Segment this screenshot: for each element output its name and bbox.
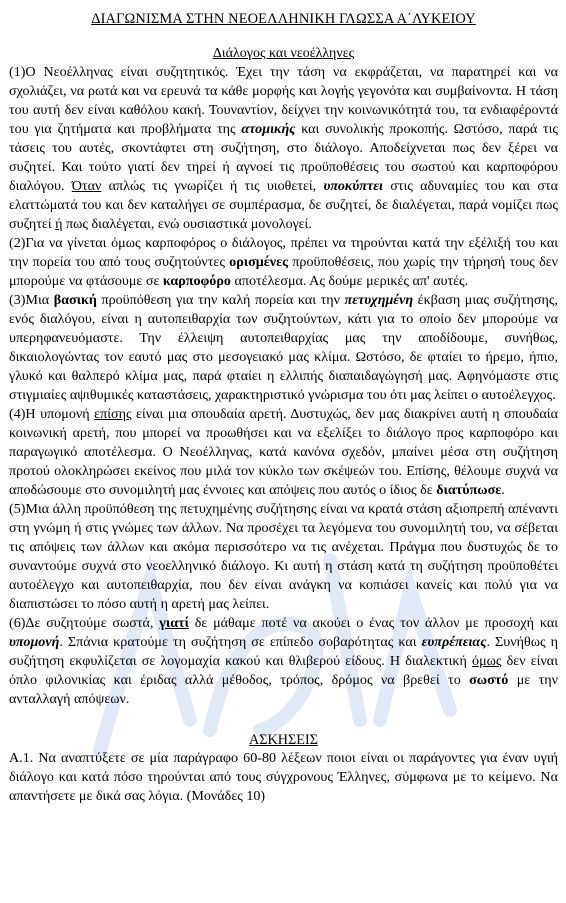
p4-text-a: (4)Η υπομονή (9, 405, 95, 422)
p1-underline-i: ή (55, 215, 63, 232)
p6-underline-omos: όμως (472, 652, 502, 669)
p4-text-c: . (501, 481, 505, 498)
p2-text-d: αποτέλεσμα. Ας δούμε μερικές απ' αυτές. (230, 272, 469, 289)
paragraph-4 (9, 405, 558, 500)
p1-bold-atomikis: ατομικής (241, 120, 296, 137)
p6-bold-giati: γιατί (159, 614, 189, 631)
p1-underline-otan: Όταν (71, 177, 102, 194)
text-title: Διάλογος και νεοέλληνες (212, 46, 355, 61)
p6-bold-sosto: σωστό (469, 671, 509, 688)
paragraph-3 (9, 291, 558, 405)
p3-bold-petyximeni: πετυχημένη (344, 291, 414, 308)
exercises-heading: ΑΣΚΗΣΕΙΣ (249, 731, 318, 748)
p6-bold-ypomoni: υπομονή (9, 633, 60, 650)
p3-bold-vasiki: βασική (53, 291, 97, 308)
paragraph-1 (9, 63, 558, 234)
p3-text-a: (3)Μια (9, 291, 54, 308)
p6-text-f: με την ανταλλαγή απόψεων. (9, 671, 558, 707)
p1-bold-ypokyptei: υποκύπτει (323, 177, 383, 194)
paragraph-6 (9, 614, 558, 709)
p1-text-c: και συνολικής προκοπής. Ωστόσο, παρά τις τάσεις του αυτές, σκοντάφτει στη συζήτηση, στο διάλογο. Αποδείχνεται πως δεν ξέρει να συζητεί. Και τούτο γιατί δεν τηρεί ή αγνοεί τις προϋποθέσεις του σωστού και καρποφόρου διαλόγου. (9, 120, 558, 194)
p2-bold-karpoforo: καρποφόρο (162, 272, 231, 289)
p3-text-d: έκβαση μιας συζήτησης, ενός διαλόγου, είναι η αυτοπειθαρχία των συζητούντων, κάτι για το οποίο δεν μπορούμε να υπερηφανευόμαστε. Την έλλειψη αυτοπειθαρχίας μας την αποδίδουμε, συνήθως, δικαιολογώντας τον εαυτό μας στο μεσογειακό μας κλίμα. Ωστόσο, δε φταίει το ήρεμο, ήπιο, γλυκό και θαλπερό κλίμα μας, παρά φταίει η ελλιπής διαπαιδαγώγησή μας. Αφηνόμαστε στις στιγμιαίες αψιθυμικές καταστάσεις, χαρακτηριστικό γνώρισμα του ότι μας λείπει ο αυτοέλεγχος. (9, 291, 558, 403)
p6-text-e: δεν είναι όπλο φιλονικίας και έριδας αλλά μέθοδος, τρόπος, δρόμος να βρεθεί το (9, 652, 558, 688)
document-body (9, 10, 558, 806)
p6-bold-eyprepeias: ευπρέπειας (421, 633, 487, 650)
p6-text-a: (6)Δε συζητούμε σωστά, (9, 614, 160, 631)
p1-text-f: πως διαλέγεται, ενώ ουσιαστικά μονολογεί. (62, 215, 312, 232)
p6-text-c: . Σπάνια κρατούμε τη συζήτηση σε επίπεδο σοβαρότητας και (59, 633, 422, 650)
p2-bold-orismenes: ορισμένες (229, 253, 289, 270)
paragraph-2 (9, 234, 558, 291)
p1-text-a: (1)Ο Νεοέλληνας είναι συζητητικός. Έχει την τάση να εκφράζεται, να παρατηρεί και να σχολιάζει, να ρωτά και να ερευνά τα κάθε μορφής και λογής γεγονότα και συμβαίνοντα. Η τάση του αυτή δεν είναι καθόλου κακή. Τουναντίον, δείχνει την κοινωνικότητά του, τα ενδιαφέροντά του για ζητήματα και προβλήματα της (9, 63, 558, 137)
p6-text-d: . Συνήθως η συζήτηση εκφυλίζεται σε λογομαχία κακού και θλιβερού είδους. Η διαλεκτική (9, 633, 558, 669)
p3-text-c: προϋπόθεση για την καλή πορεία και την (96, 291, 345, 308)
p1-text-e: στις αδυναμίες του και στα ελαττώματά του και δεν καταλήγει σε συμπέρασμα, δε συζητεί, δε διαλέγεται, παρά νομίζει πως συζητεί (9, 177, 559, 232)
exercise-a1: Α.1. Να αναπτύξετε σε μία παράγραφο 60-80 λέξεων ποιοι είναι οι παράγοντες για έναν υγιή διάλογο και κατά πόσο τηρούνται από τους σύγχρονους Έλληνες, σύμφωνα με το κείμενο. Να απαντήσετε με δικά σας λόγια. (Μονάδες 10) (9, 749, 558, 804)
exam-title: ΔΙΑΓΩΝΙΣΜΑ ΣΤΗΝ ΝΕΟΕΛΛΗΝΙΚΗ ΓΛΩΣΣΑ Α΄ΛΥΚΕΙΟΥ (91, 11, 476, 27)
p2-text-a: (2)Για να γίνεται όμως καρποφόρος ο διάλογος, πρέπει να τηρούνται κατά την εξέλιξή του και την πορεία του από τους συζητούντες (9, 234, 558, 270)
p4-underline-episis: επίσης (94, 405, 132, 422)
p5-text-a: (5)Μια άλλη προϋπόθεση της πετυχημένης συζήτησης είναι να κρατά στάση αξιοπρεπή απέναντι στη γνώμη ή στις γνώμες των άλλων. Να προσέχει τα λεγόμενα του συνομιλητή του, να σέβεται τις απόψεις των άλλων και ακόμα περισσότερο να τις ανέχεται. Πράγμα που δυστυχώς δε το συναντούμε συχνά στο νεοελληνικό διάλογο. Κι αυτή η στάση κατά τη συζήτηση προϋποθέτει αυτοέλεγχο και αυτοπειθαρχία, που δεν είναι ανάγκη να κοπιάσει κανείς και πολύ για να διαπιστώσει το πόσο αυτή η αρετή μας λείπει. (9, 500, 558, 612)
p4-text-b: είναι μια σπουδαία αρετή. Δυστυχώς, δεν μας διακρίνει αυτή η σπουδαία κοινωνική αρετή, που μπορεί να προωθήσει και να εξελίξει το διάλογο προς καρποφόρο και παραγωγικό αποτέλεσμα. Ο Νεοέλληνας, κατά κανόνα σχεδόν, μπαίνει μέσα στη συζήτηση προτού ολοκληρώσει εκείνος που μιλά τον κύκλο των σκέψεών του. Επίσης, θέλουμε συχνά να αποδώσουμε στο συνομιλητή μας έννοιες και απόψεις που αυτός ο ίδιος δε (9, 405, 558, 498)
p6-text-b: δε μάθαμε ποτέ να ακούει ο ένας τον άλλον με προσοχή και (188, 614, 558, 631)
p2-text-c: προϋποθέσεις, που χωρίς την τήρησή τους δεν μπορούμε να φτάσουμε σε (9, 253, 558, 289)
paragraph-5 (9, 500, 558, 614)
p1-text-d: απλώς τις γνωρίζει ή τις υιοθετεί, (101, 177, 324, 194)
p4-bold-diatypose: διατύπωσε (436, 481, 502, 498)
